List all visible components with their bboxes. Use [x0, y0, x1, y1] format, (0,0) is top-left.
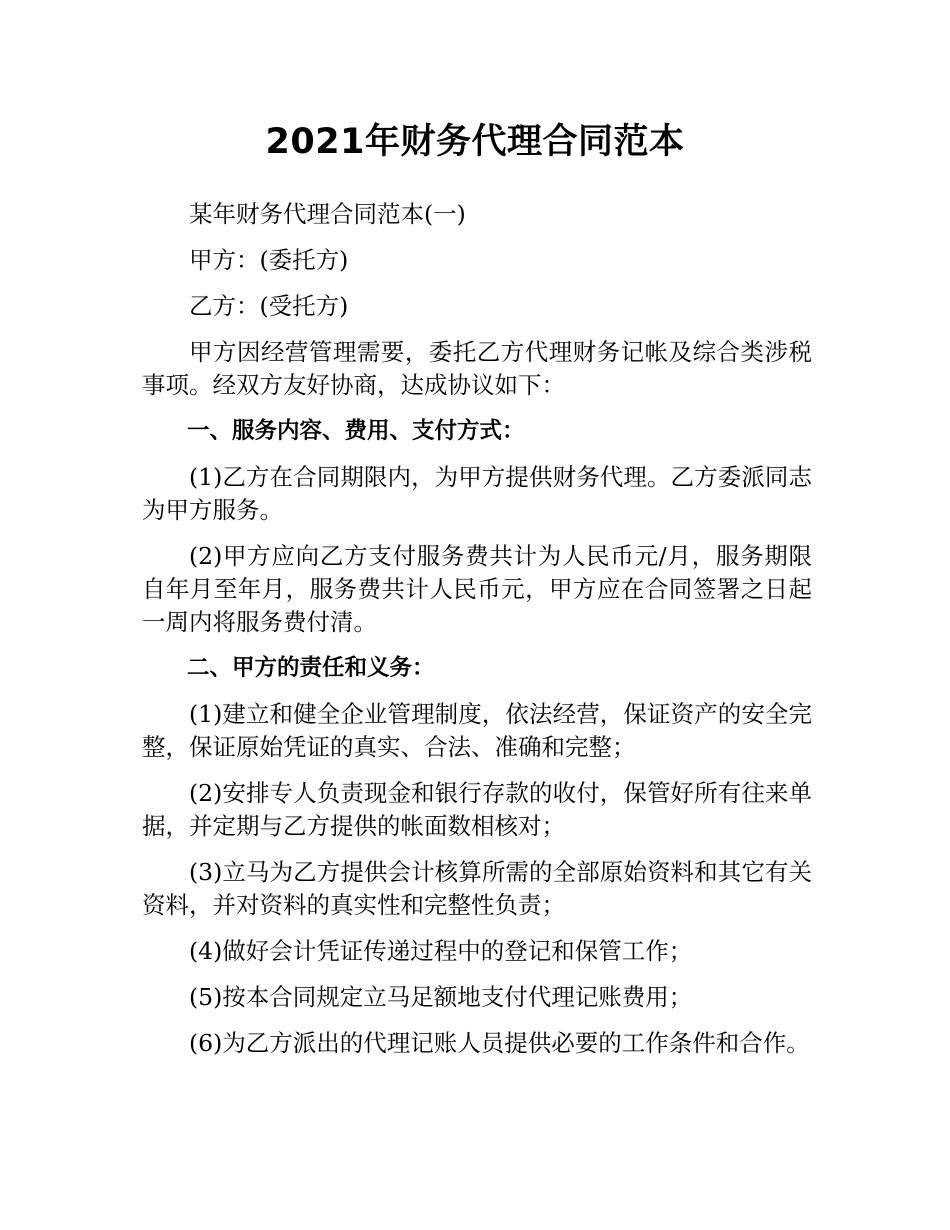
paragraph-intro: 甲方因经营管理需要，委托乙方代理财务记帐及综合类涉税事项。经双方友好协商，达成协议如下： [142, 338, 812, 399]
paragraph-duty-4: (4)做好会计凭证传递过程中的登记和保管工作； [189, 937, 693, 965]
section-heading-services: 一、服务内容、费用、支付方式： [187, 418, 525, 444]
paragraph-duty-6: (6)为乙方派出的代理记账人员提供必要的工作条件和合作。 [189, 1029, 810, 1057]
section-heading-party-a-duties: 二、甲方的责任和义务： [187, 655, 435, 681]
paragraph-service-1: (1)乙方在合同期限内，为甲方提供财务代理。乙方委派同志为甲方服务。 [142, 463, 812, 524]
document-title: 2021年财务代理合同范本 [265, 122, 685, 162]
paragraph-party-b: 乙方：(受托方) [189, 292, 349, 320]
paragraph-contract-subtitle: 某年财务代理合同范本(一) [189, 200, 466, 228]
paragraph-duty-2: (2)安排专人负责现金和银行存款的收付，保管好所有往来单据，并定期与乙方提供的帐面数相核对； [142, 779, 812, 840]
paragraph-duty-1: (1)建立和健全企业管理制度，依法经营，保证资产的安全完整，保证原始凭证的真实、合法、准确和完整； [142, 700, 812, 761]
paragraph-duty-3: (3)立马为乙方提供会计核算所需的全部原始资料和其它有关资料，并对资料的真实性和完整性负责； [142, 858, 812, 919]
document-body [142, 198, 812, 1073]
paragraph-party-a: 甲方：(委托方) [189, 246, 349, 274]
paragraph-service-2: (2)甲方应向乙方支付服务费共计为人民币元/月，服务期限自年月至年月，服务费共计人民币元，甲方应在合同签署之日起一周内将服务费付清。 [142, 542, 812, 636]
paragraph-duty-5: (5)按本合同规定立马足额地支付代理记账费用； [189, 983, 693, 1011]
